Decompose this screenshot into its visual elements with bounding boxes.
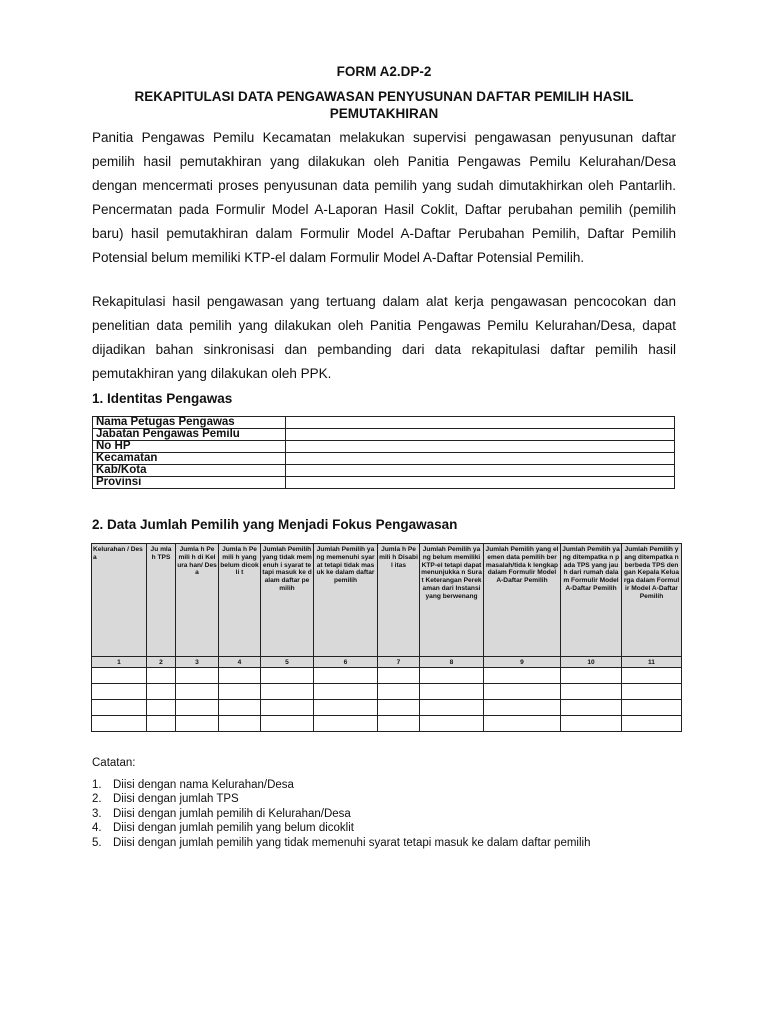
data-cell[interactable] [484, 668, 561, 684]
table-row [93, 477, 675, 489]
data-cell[interactable] [420, 700, 484, 716]
table-row [92, 668, 682, 684]
data-cell[interactable] [378, 684, 420, 700]
data-cell[interactable] [314, 668, 378, 684]
data-cell[interactable] [561, 668, 622, 684]
section-identitas-heading: 1. Identitas Pengawas [92, 391, 233, 406]
note-number: 5. [92, 836, 102, 849]
data-cell[interactable] [484, 684, 561, 700]
data-cell[interactable] [314, 700, 378, 716]
data-cell[interactable] [314, 716, 378, 732]
note-number: 2. [92, 793, 102, 806]
table-row [92, 716, 682, 732]
notes-list [92, 778, 591, 850]
data-cell[interactable] [261, 684, 314, 700]
catatan-title: Catatan: [92, 757, 136, 769]
column-header: Jumlah Pemilih yang belum memiliki KTP-el tetapi dapat menunjukka n Surat Keterangan Perekaman dari Instansi yang berwenang [420, 544, 484, 657]
table-row [93, 453, 675, 465]
column-number: 6 [314, 657, 378, 668]
data-cell[interactable] [219, 700, 261, 716]
note-text: Diisi dengan nama Kelurahan/Desa [113, 779, 294, 791]
table-header-row [92, 544, 682, 657]
note-number: 1. [92, 779, 102, 791]
data-cell[interactable] [622, 684, 682, 700]
data-cell[interactable] [561, 700, 622, 716]
column-number: 2 [147, 657, 176, 668]
data-cell[interactable] [176, 700, 219, 716]
data-cell[interactable] [622, 700, 682, 716]
note-text: Diisi dengan jumlah TPS [113, 793, 239, 806]
identity-label: No HP [93, 441, 286, 453]
table-row [92, 684, 682, 700]
data-cell[interactable] [92, 700, 147, 716]
data-cell[interactable] [147, 716, 176, 732]
column-header: Jumlah Pemilih yang tidak memenuh i syarat tetapi masuk ke dalam daftar pemilih [261, 544, 314, 657]
form-code: FORM A2.DP-2 [336, 64, 432, 79]
data-cell[interactable] [219, 684, 261, 700]
data-cell[interactable] [420, 716, 484, 732]
note-number: 3. [92, 807, 102, 820]
column-number: 5 [261, 657, 314, 668]
document-title: REKAPITULASI DATA PENGAWASAN PENYUSUNAN DAFTAR PEMILIH HASIL PEMUTAKHIRAN [134, 89, 634, 121]
column-header: Jumla h Pemili h Disabil itas [378, 544, 420, 657]
identity-label: Kecamatan [93, 453, 286, 465]
list-item [92, 792, 591, 806]
data-cell[interactable] [261, 716, 314, 732]
column-number-row [92, 657, 682, 668]
data-cell[interactable] [147, 668, 176, 684]
identity-value-field[interactable] [286, 465, 675, 477]
column-header: Ju mla h TPS [147, 544, 176, 657]
paragraph-2: Rekapitulasi hasil pengawasan yang tertuang dalam alat kerja pengawasan pencocokan dan penelitian data pemilih yang dilakukan oleh Panitia Pengawas Pemilu Kelurahan/Desa, dapat dijadikan bahan sinkronisasi dan pembanding dari data rekapitulasi daftar pemilih hasil pemutakhiran yang dilakukan oleh PPK. [92, 294, 676, 381]
table-row [93, 429, 675, 441]
identity-table [92, 416, 675, 489]
column-number: 11 [622, 657, 682, 668]
data-cell[interactable] [622, 716, 682, 732]
data-cell[interactable] [314, 684, 378, 700]
column-number: 1 [92, 657, 147, 668]
identity-value-field[interactable] [286, 477, 675, 489]
voter-data-table [91, 543, 682, 732]
data-cell[interactable] [219, 668, 261, 684]
column-number: 7 [378, 657, 420, 668]
table-row [93, 417, 675, 429]
column-header: Jumlah Pemilih yang memenuhi syarat tetapi tidak masuk ke dalam daftar pemilih [314, 544, 378, 657]
data-cell[interactable] [147, 700, 176, 716]
table-row [93, 441, 675, 453]
column-header: Jumlah Pemilih yang ditempatka n berbeda TPS dengan Kepala Keluarga dalam Formulir Model A-Daftar Pemilih [622, 544, 682, 657]
list-item [92, 778, 591, 792]
data-cell[interactable] [176, 716, 219, 732]
data-cell[interactable] [176, 684, 219, 700]
data-cell[interactable] [378, 716, 420, 732]
data-cell[interactable] [561, 684, 622, 700]
column-header: Kelurahan / Desa [92, 544, 147, 657]
column-number: 9 [484, 657, 561, 668]
data-cell[interactable] [622, 668, 682, 684]
table-row [93, 465, 675, 477]
column-number: 3 [176, 657, 219, 668]
data-cell[interactable] [147, 684, 176, 700]
list-item [92, 807, 591, 821]
data-cell[interactable] [378, 700, 420, 716]
data-cell[interactable] [92, 716, 147, 732]
identity-label: Kab/Kota [93, 465, 286, 477]
data-cell[interactable] [176, 668, 219, 684]
column-number: 10 [561, 657, 622, 668]
column-header: Jumlah Pemilih yang ditempatka n pada TPS yang jauh dari rumah dalam Formulir Model A-Daftar Pemilih [561, 544, 622, 657]
identity-value-field[interactable] [286, 441, 675, 453]
data-cell[interactable] [219, 716, 261, 732]
data-cell[interactable] [92, 684, 147, 700]
data-cell[interactable] [420, 684, 484, 700]
column-number: 8 [420, 657, 484, 668]
column-header: Jumla h Pemili h di Kelura han/ Desa [176, 544, 219, 657]
data-rows [92, 668, 682, 732]
data-cell[interactable] [484, 700, 561, 716]
paragraph-1: Panitia Pengawas Pemilu Kecamatan melakukan supervisi pengawasan penyusunan daftar pemilih hasil pemutakhiran yang dilakukan oleh Panitia Pengawas Pemilu Kelurahan/Desa dengan mencermati proses penyusunan data pemilih yang sudah dimutakhirkan oleh Pantarlih. Pencermatan pada Formulir Model A-Laporan Hasil Coklit, Daftar perubahan pemilih (pemilih baru) hasil pemutakhiran dalam Formulir Model A-Daftar Perubahan Pemilih, Daftar Pemilih Potensial belum memiliki KTP-el dalam Formulir Model A-Daftar Potensial Pemilih. [92, 130, 676, 265]
identity-value-field[interactable] [286, 417, 675, 429]
note-text: Diisi dengan jumlah pemilih yang belum dicoklit [113, 822, 354, 835]
note-text: Diisi dengan jumlah pemilih di Kelurahan/Desa [113, 807, 351, 820]
data-cell[interactable] [92, 668, 147, 684]
identity-label: Nama Petugas Pengawas [93, 417, 286, 429]
list-item [92, 836, 591, 850]
data-cell[interactable] [378, 668, 420, 684]
note-text: Diisi dengan jumlah pemilih yang tidak memenuhi syarat tetapi masuk ke dalam daftar pemilih [113, 836, 591, 849]
column-header: Jumlah Pemilih yang elemen data pemilih bermasalah/tida k lengkap dalam Formulir Model A-Daftar Pemilih [484, 544, 561, 657]
column-number: 4 [219, 657, 261, 668]
data-cell[interactable] [261, 700, 314, 716]
section-data-heading: 2. Data Jumlah Pemilih yang Menjadi Fokus Pengawasan [92, 517, 458, 532]
identity-value-field[interactable] [286, 453, 675, 465]
identity-label: Jabatan Pengawas Pemilu [93, 429, 286, 441]
table-row [92, 700, 682, 716]
note-number: 4. [92, 822, 102, 835]
identity-value-field[interactable] [286, 429, 675, 441]
column-header: Jumla h Pemili h yang belum dicokli t [219, 544, 261, 657]
data-cell[interactable] [261, 668, 314, 684]
identity-label: Provinsi [93, 477, 286, 489]
data-cell[interactable] [484, 716, 561, 732]
data-cell[interactable] [561, 716, 622, 732]
list-item [92, 821, 591, 835]
data-cell[interactable] [420, 668, 484, 684]
